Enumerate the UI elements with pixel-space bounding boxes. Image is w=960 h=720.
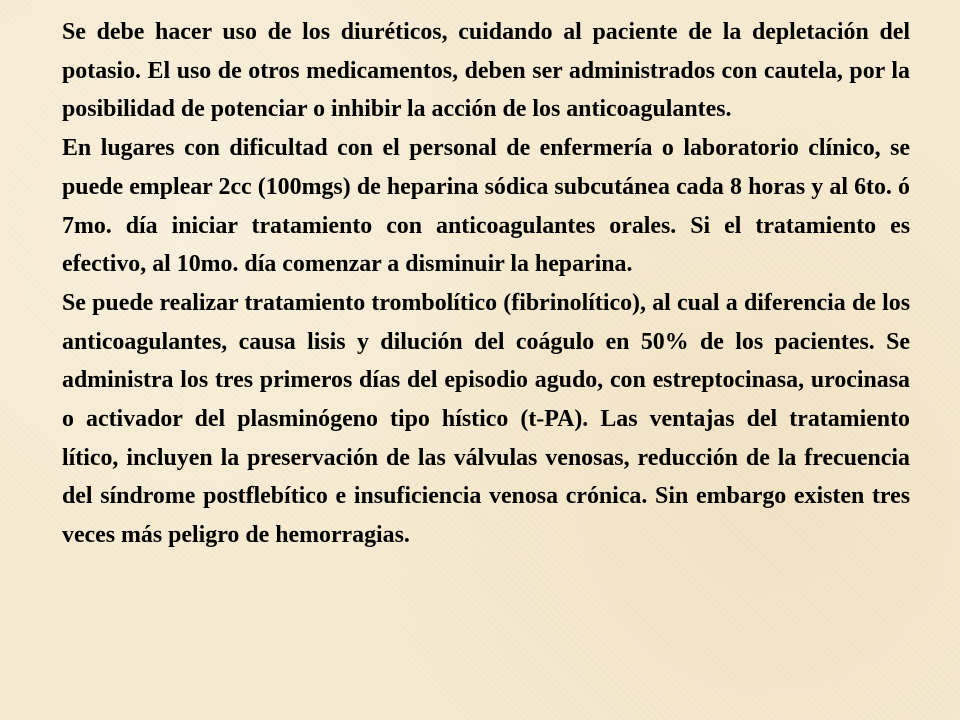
paragraph-diuretics: Se debe hacer uso de los diuréticos, cuidando al paciente de la depletación del potasio. El uso de otros medicamentos, deben ser administrados con cautela, por la posibilidad de potenciar o inhibir la acción de los anticoagulantes. bbox=[62, 19, 910, 123]
paragraph-thrombolytic: Se puede realizar tratamiento trombolítico (fibrinolítico), al cual a diferencia de los anticoagulantes, causa lisis y dilución del coágulo en 50% de los pacientes. Se administra los tres primeros días del episodio agudo, con estreptocinasa, urocinasa o activador del plasminógeno tipo hístico (t-PA). Las ventajas del tratamiento lítico, incluyen la preservación de las válvulas venosas, reducción de la frecuencia del síndrome postflebítico e insuficiencia venosa crónica. Sin embargo existen tres veces más peligro de hemorragias. bbox=[62, 289, 910, 549]
paragraph-heparin: En lugares con dificultad con el personal de enfermería o laboratorio clínico, se puede emplear 2cc (100mgs) de heparina sódica subcutánea cada 8 horas y al 6to. ó 7mo. día iniciar tratamiento con anticoagulantes orales. Si el tratamiento es efectivo, al 10mo. día comenzar a disminuir la heparina. bbox=[62, 135, 910, 278]
